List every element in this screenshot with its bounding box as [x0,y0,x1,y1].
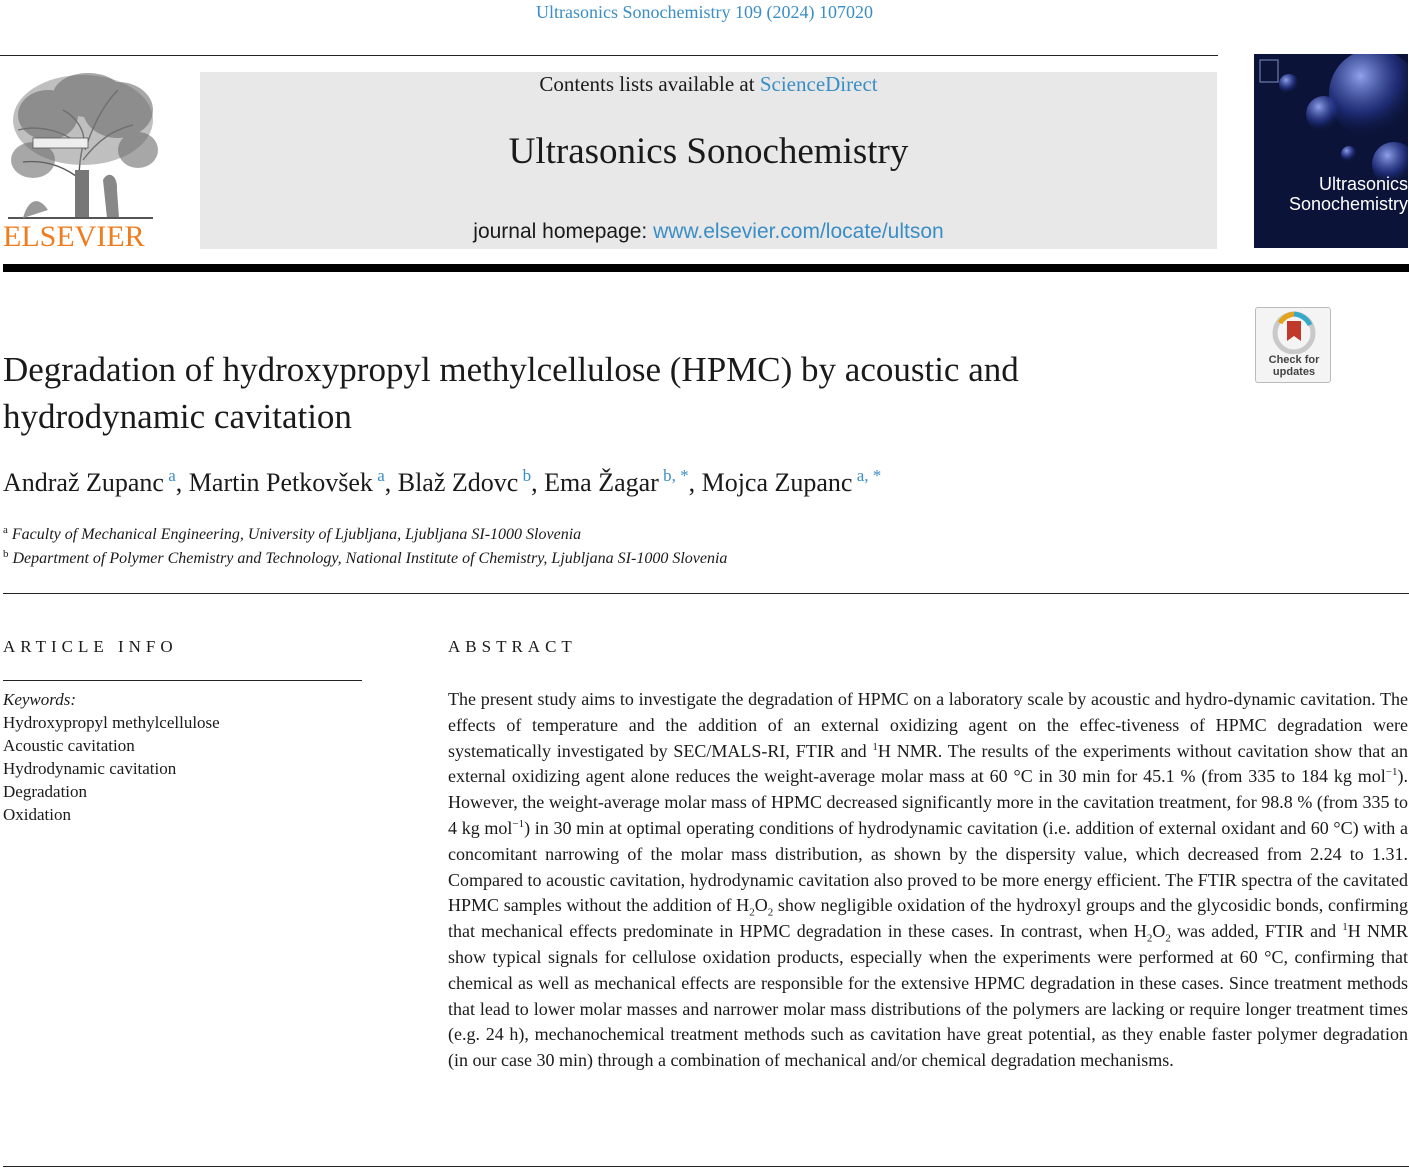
sciencedirect-link[interactable]: ScienceDirect [759,72,878,96]
journal-title: Ultrasonics Sonochemistry [508,131,909,172]
crossmark-label [1256,354,1332,378]
author-affiliation-link[interactable]: a [168,466,176,485]
abstract-superscript: −1 [1385,766,1398,779]
citation-link[interactable]: Ultrasonics Sonochemistry 109 (2024) 107020 [536,2,873,22]
keyword-item: Hydroxypropyl methylcellulose [3,713,220,732]
abstract-subscript: 2 [749,906,755,919]
abstract-subscript: 2 [767,906,774,919]
keywords-list [3,688,220,826]
crossmark-line2: updates [1272,366,1316,378]
abstract-segment: H NMR. The results of the experiments without cavitation show that an external oxidizing agent alone reduces the weight-average molar mass at 60 °C in 30 min for 45.1 % (from 335 to 184 kg mol [448,740,1408,787]
journal-banner [200,72,1217,249]
crossmark-line1: Check for [1268,354,1320,366]
affiliation-b [3,548,727,568]
affiliation-marker: b [3,548,9,560]
affiliation-marker: a [3,524,8,536]
top-rule [0,55,1218,56]
author-affiliation-link[interactable]: a, * [856,466,882,485]
check-for-updates-button[interactable] [1255,307,1331,383]
affiliation-a [3,524,581,544]
abstract-heading: ABSTRACT [448,637,577,656]
article-title: Degradation of hydroxypropyl methylcellulose (HPMC) by acoustic and hydrodynamic cavitation [3,350,1019,436]
author-name: Mojca Zupanc [701,468,853,497]
author-affiliation-link[interactable]: b [522,466,532,485]
author-name: Ema Žagar [544,468,659,497]
abstract-segment: ) in 30 min at optimal operating conditions of hydrodynamic cavitation (i.e. addition of external oxidant and 60 °C) with a concomitant narrowing of the molar mass distribution, as shown by the dispersity value, which decreased from 2.24 to 1.31. Compared to acoustic cavitation, hydrodynamic cavitation also proved to be more energy efficient. The FTIR spectra of the cavitated HPMC samples without the addition of H [448,817,1408,916]
abstract-segment: The present study aims to investigate the degradation of HPMC on a laboratory scale by acoustic and hydro-dynamic cavitation. The effects of temperature and the addition of an external oxidizing agent on the effec-tiveness of HPMC degradation were systematically investigated by SEC/MALS-RI, FTIR and [448,689,1408,761]
thick-rule [3,264,1409,272]
affiliation-text: Department of Polymer Chemistry and Technology, National Institute of Chemistry, Ljubljana SI-1000 Slovenia [12,550,728,567]
contents-line [200,72,1217,97]
keyword-item: Degradation [3,782,88,801]
keyword-item: Acoustic cavitation [3,736,135,755]
affiliation-text: Faculty of Mechanical Engineering, University of Ljubljana, Ljubljana SI-1000 Slovenia [11,526,582,543]
homepage-link[interactable]: www.elsevier.com/locate/ultson [653,220,944,243]
abstract-segment: show negligible oxidation of the hydroxyl groups and the glycosidic bonds, confirming that mechanical effects predominate in HPMC degradation in these cases. In contrast, when H [448,895,1408,942]
homepage-line [200,220,1217,244]
abstract-superscript: −1 [512,817,525,830]
cover-bubbles-graphic [1254,54,1408,248]
abstract-subscript: 2 [1165,932,1171,945]
author-affiliation-link[interactable]: b, * [663,466,689,485]
article-info-heading: ARTICLE INFO [3,637,178,656]
crossmark-icon [1256,308,1332,354]
article-info-rule [3,680,362,681]
author-name: Martin Petkovšek [188,468,373,497]
abstract-segment: O [754,895,768,916]
abstract-body [448,687,1408,1074]
keywords-label: Keywords: [3,690,77,709]
author-list: Andraž Zupanc $^a$, Martin Petkovšek $^a$, Blaž Zdovc $^b$, Ema Žagar $^{b, *}$, Mojca Zupanc $^{a, *}$ [3,466,882,497]
author-name: Blaž Zdovc [397,468,519,497]
cover-title [1260,174,1408,214]
cover-title-line1: Ultrasonics [1318,174,1408,194]
abstract-segment: ). However, the weight-average molar mass of HPMC decreased significantly more in the cavitation treatment, for 98.8 % (from 335 to 4 kg mol [448,766,1408,838]
section-rule [3,593,1409,594]
keyword-item: Oxidation [3,805,71,824]
abstract-segment: was added, FTIR and [1170,921,1343,942]
author-affiliation-link[interactable]: a [377,466,385,485]
abstract-segment: H NMR show typical signals for cellulose oxidation products, especially when the experiments were performed at 60 °C, confirming that chemical as well as mechanical effects are responsible for the extensive HPMC degradation in these cases. Since treatment methods that lead to lower molar masses and narrower molar mass distributions of the polymers are lacking or require longer treatment times (e.g. 24 h), mechanochemical treatment methods such as cavitation have great potential, as they enable faster polymer degradation (in our case 30 min) through a combination of mechanical and/or chemical degradation mechanisms. [448,921,1408,1071]
keyword-item: Hydrodynamic cavitation [3,759,177,778]
elsevier-wordmark: ELSEVIER [3,220,145,253]
journal-cover-image[interactable] [1254,54,1408,248]
cover-title-line2: Sonochemistry [1288,194,1408,214]
abstract-segment: O [1152,921,1166,942]
abstract-subscript: 2 [1146,932,1153,945]
bottom-rule [3,1166,1409,1167]
abstract-superscript: 1 [872,740,878,753]
abstract-superscript: 1 [1342,921,1348,934]
author-name: Andraž Zupanc [3,468,164,497]
homepage-prefix: journal homepage: [473,220,654,243]
contents-prefix: Contents lists available at [539,72,760,96]
